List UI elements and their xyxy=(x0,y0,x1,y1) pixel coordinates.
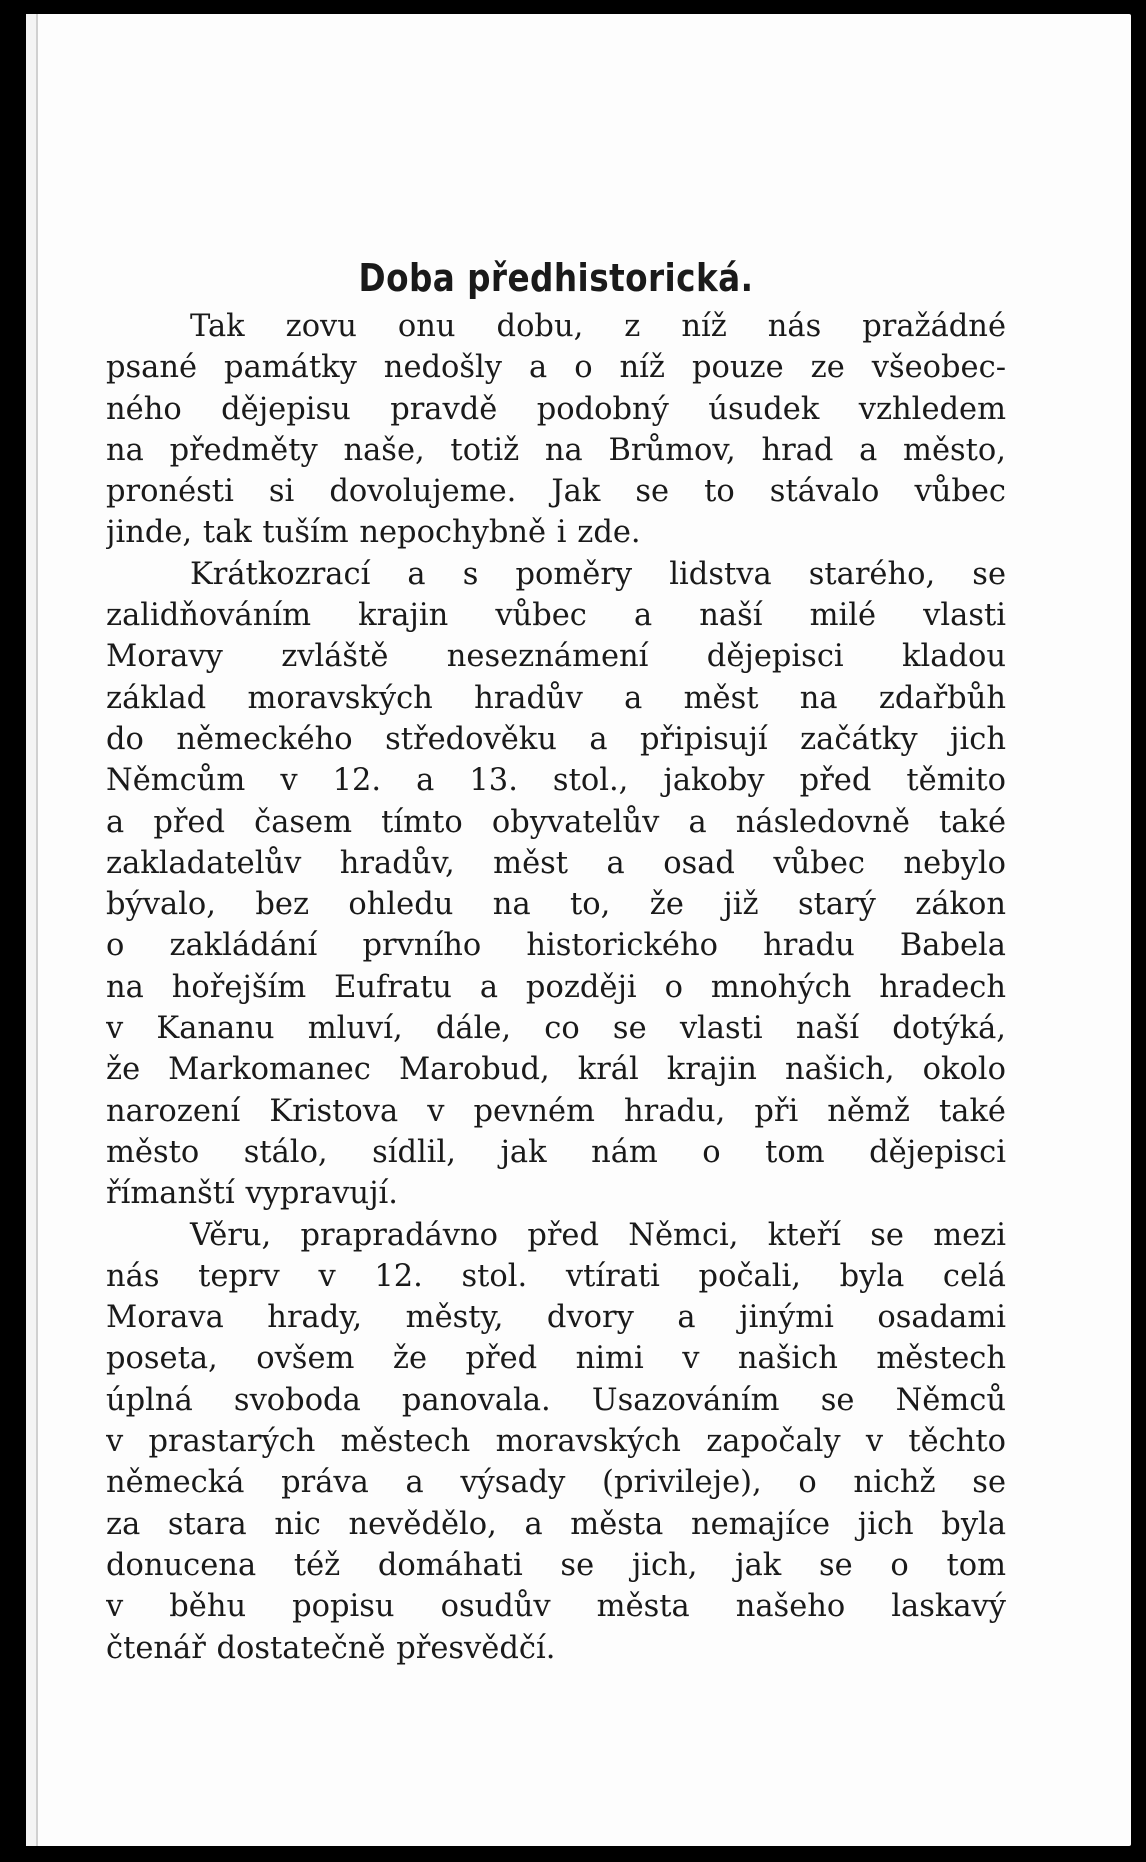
text-line: jinde, tak tuším nepochybně i zde. xyxy=(106,515,641,551)
text-line: v běhu popisu osudův města našeho laskavý xyxy=(106,1589,1006,1625)
text-line: a před časem tímto obyvatelův a následovně také xyxy=(106,804,1006,840)
text-line: poseta, ovšem že před nimi v našich městech xyxy=(106,1341,1006,1377)
text-body xyxy=(106,306,1006,1669)
text-line: psané památky nedošly a o níž pouze ze všeobec- xyxy=(106,350,1006,386)
text-line: donucena též domáhati se jich, jak se o tom xyxy=(106,1547,1006,1583)
text-line: zalidňováním krajin vůbec a naší milé vlasti xyxy=(106,598,1006,634)
text-line: římanští vypravují. xyxy=(106,1176,398,1212)
text-line: Krátkozrací a s poměry lidstva starého, se xyxy=(190,556,1006,592)
text-line: Němcům v 12. a 13. stol., jakoby před těmito xyxy=(106,763,1006,799)
text-line: že Markomanec Marobud, král krajin našich, okolo xyxy=(106,1052,1006,1088)
text-line: bývalo, bez ohledu na to, že již starý zákon xyxy=(106,887,1006,923)
page-content xyxy=(106,256,1006,1669)
text-line: na předměty naše, totiž na Brůmov, hrad a město, xyxy=(106,432,1006,468)
text-line: do německého středověku a připisují začátky jich xyxy=(106,721,1006,757)
text-line: ného dějepisu pravdě podobný úsudek vzhledem xyxy=(106,391,1006,427)
text-line: čtenář dostatečně přesvědčí. xyxy=(106,1630,556,1666)
text-line: Věru, prapradávno před Němci, kteří se mezi xyxy=(190,1217,1006,1253)
paragraph xyxy=(106,306,1006,554)
text-line: město stálo, sídlil, jak nám o tom dějepisci xyxy=(106,1134,1006,1170)
text-line: Morava hrady, městy, dvory a jinými osadami xyxy=(106,1300,1006,1336)
text-line: úplná svoboda panovala. Usazováním se Němců xyxy=(106,1382,1006,1418)
text-line: pronésti si dovolujeme. Jak se to stávalo vůbec xyxy=(106,474,1006,510)
spine-mark xyxy=(14,1380,24,1406)
page-spine xyxy=(26,14,38,1846)
text-line: narození Kristova v pevném hradu, při němž také xyxy=(106,1093,1006,1129)
text-line: zakladatelův hradův, měst a osad vůbec nebylo xyxy=(106,845,1006,881)
paragraph xyxy=(106,1215,1006,1669)
spine-mark xyxy=(14,250,24,276)
text-line: základ moravských hradův a měst na zdařbůh xyxy=(106,680,1006,716)
text-line: o zakládání prvního historického hradu Babela xyxy=(106,928,1006,964)
page-heading: Doba předhistorická. xyxy=(358,256,754,300)
text-line: Tak zovu onu dobu, z níž nás pražádné xyxy=(190,309,1006,344)
spine-mark xyxy=(14,820,24,846)
text-line: v prastarých městech moravských započaly v těchto xyxy=(106,1424,1006,1460)
text-line: na hořejším Eufratu a později o mnohých hradech xyxy=(106,969,1006,1005)
text-line: nás teprv v 12. stol. vtírati počali, byla celá xyxy=(106,1258,1006,1294)
paragraph xyxy=(106,554,1006,1215)
text-line: v Kananu mluví, dále, co se vlasti naší dotýká, xyxy=(106,1011,1006,1047)
text-line: Moravy zvláště neseznámení dějepisci kladou xyxy=(106,639,1006,675)
text-line: za stara nic nevědělo, a města nemajíce jich byla xyxy=(106,1506,1006,1542)
text-line: německá práva a výsady (privileje), o nichž se xyxy=(106,1465,1006,1501)
